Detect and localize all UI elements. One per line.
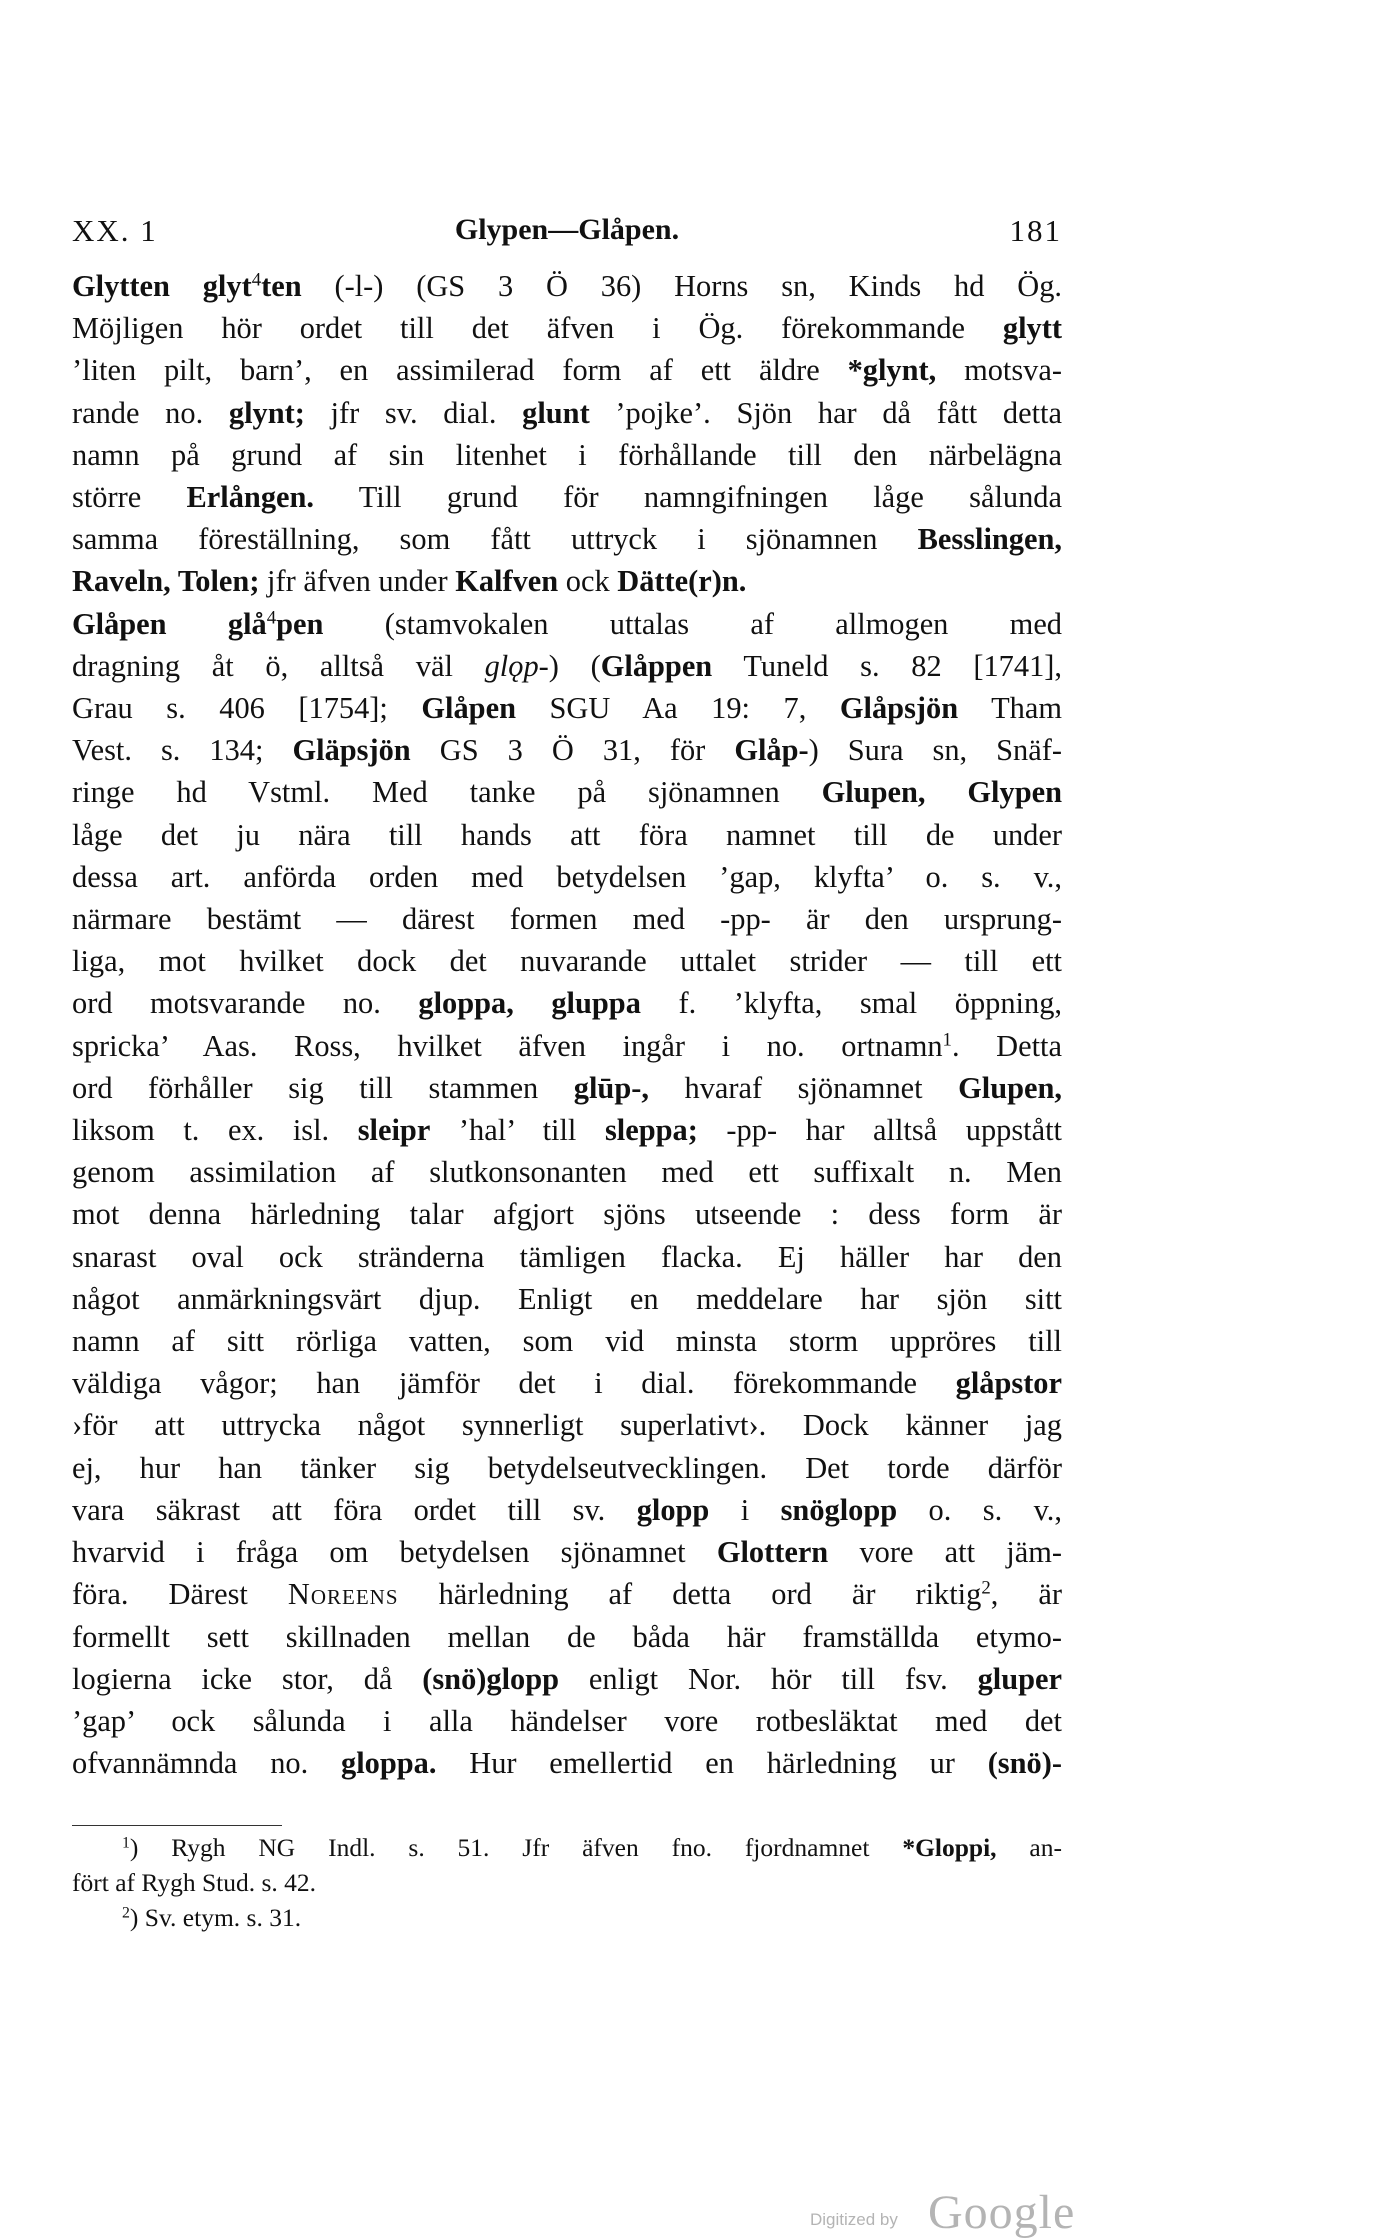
superscript: 1 xyxy=(942,1029,952,1051)
headword: sleipr xyxy=(357,1113,431,1148)
text-line xyxy=(72,434,1062,476)
headword: glyt xyxy=(202,269,252,303)
headword: gloppa. xyxy=(341,1746,437,1781)
text-run: namn af sitt rörliga vatten, som vid minsta storm uppröres till xyxy=(72,1324,1062,1359)
text-run: ’hal’ till xyxy=(430,1113,605,1148)
text-run: låge det ju nära till hands att föra namnet till de under xyxy=(72,817,1062,852)
headword: Dätte(r)n. xyxy=(617,564,747,599)
text-run: Grau s. 406 [1754]; xyxy=(72,691,422,726)
headword: Erlången. xyxy=(186,480,315,515)
text-run: ord förhåller sig till stammen xyxy=(72,1070,574,1105)
text-line xyxy=(72,814,1062,856)
text-line xyxy=(72,1447,1062,1489)
text-line xyxy=(72,1236,1062,1278)
text-line xyxy=(72,1025,1062,1067)
headword: pen xyxy=(276,606,324,641)
headword: gluper xyxy=(977,1661,1062,1696)
running-title: Glypen—Glåpen. xyxy=(454,213,680,246)
digitized-watermark xyxy=(810,2186,1100,2239)
text-run: -pp- har alltså uppstått xyxy=(697,1113,1062,1148)
text-run: Tuneld s. 82 [1741], xyxy=(712,648,1062,683)
headword: glynt; xyxy=(228,395,305,430)
text-line xyxy=(72,1278,1062,1320)
text-run: glǫp- xyxy=(484,648,549,683)
footnote-line xyxy=(72,1865,1062,1900)
headword: *glynt, xyxy=(847,353,937,388)
superscript: 4 xyxy=(266,607,277,629)
headword: snöglopp xyxy=(780,1492,898,1527)
text-run: , är xyxy=(990,1577,1062,1612)
section-number: XX. 1 xyxy=(72,213,158,248)
text-run: Noreens xyxy=(287,1577,399,1612)
text-line xyxy=(72,1742,1062,1784)
text-run: . Detta xyxy=(951,1028,1062,1063)
headword: Glupen, Glypen xyxy=(821,775,1062,810)
headword: Gläpsjön xyxy=(292,733,411,768)
headword: *Gloppi, xyxy=(902,1833,997,1862)
text-run: ’pojke’. Sjön har då fått detta xyxy=(589,395,1062,430)
text-run: i xyxy=(709,1492,781,1527)
text-run: Tham xyxy=(958,691,1063,726)
headword: glåpstor xyxy=(955,1366,1062,1401)
text-run: föra. Därest xyxy=(72,1577,288,1612)
headword: Besslingen, xyxy=(917,522,1062,557)
superscript: 2 xyxy=(122,1904,130,1922)
headword: gloppa, gluppa xyxy=(418,986,641,1021)
text-run: snarast oval ock stränderna tämligen flacka. Ej häller har den xyxy=(72,1239,1062,1274)
headword: sleppa; xyxy=(604,1113,698,1148)
headword: Glupen, xyxy=(958,1070,1062,1105)
superscript: 1 xyxy=(122,1834,130,1852)
headword: Glåpsjön xyxy=(839,691,959,726)
text-run: formellt sett skillnaden mellan de båda här framställda etymo- xyxy=(72,1619,1062,1654)
text-run: ) ( xyxy=(548,648,601,683)
text-run: ) Sv. etym. s. 31. xyxy=(129,1903,302,1932)
headword: Glåpen xyxy=(421,691,516,726)
google-logo: Google xyxy=(928,2186,1076,2239)
text-run: ock xyxy=(558,564,618,599)
text-line xyxy=(72,1489,1062,1531)
headword: Glytten xyxy=(72,269,203,303)
text-line xyxy=(72,729,1062,771)
text-run: spricka’ Aas. Ross, hvilket äfven ingår i no. ortnamn xyxy=(72,1028,943,1063)
text-line xyxy=(72,898,1062,940)
text-run: logierna icke stor, då xyxy=(72,1661,423,1696)
text-run: mot denna härledning talar afgjort sjöns utseende : dess form är xyxy=(72,1197,1062,1232)
text-line xyxy=(72,645,1062,687)
text-line xyxy=(72,1320,1062,1362)
text-run: Möjligen hör ordet till det äfven i Ög. förekommande xyxy=(72,311,1003,346)
text-run: SGU Aa 19: 7, xyxy=(515,691,840,726)
text-run: an- xyxy=(996,1833,1062,1862)
text-line xyxy=(72,560,1062,602)
text-run: väldiga vågor; han jämför det i dial. förekommande xyxy=(72,1366,956,1401)
text-run: ej, hur han tänker sig betydelseutvecklingen. Det torde därför xyxy=(72,1450,1062,1485)
text-line xyxy=(72,265,1062,307)
headword: ten xyxy=(261,269,302,303)
text-run: (-l-) (GS 3 Ö 36) Horns sn, Kinds hd Ög. xyxy=(301,269,1062,303)
running-header xyxy=(72,213,1062,253)
text-run: genom assimilation af slutkonsonanten med ett suffixalt n. Men xyxy=(72,1155,1062,1190)
headword: Raveln, Tolen; xyxy=(72,564,260,599)
superscript: 4 xyxy=(251,269,262,291)
text-run: ’gap’ ock sålunda i alla händelser vore rotbesläktat med det xyxy=(72,1703,1062,1738)
footnote-line xyxy=(72,1830,1062,1865)
superscript: 2 xyxy=(981,1577,991,1599)
text-run: Vest. s. 134; xyxy=(72,733,293,768)
text-line xyxy=(72,1067,1062,1109)
text-run: GS 3 Ö 31, för xyxy=(410,733,735,768)
text-run: något anmärkningsvärt djup. Enligt en meddelare har sjön sitt xyxy=(72,1281,1062,1316)
text-run: Hur emellertid en härledning ur xyxy=(436,1746,988,1781)
headword: glytt xyxy=(1002,311,1062,346)
text-run: motsva- xyxy=(936,353,1062,388)
headword: glopp xyxy=(636,1492,710,1527)
watermark-small-text: Digitized by xyxy=(810,2210,898,2229)
text-line xyxy=(72,1109,1062,1151)
headword: (snö)glopp xyxy=(422,1661,560,1696)
headword: Glåp- xyxy=(734,733,809,768)
text-line xyxy=(72,1616,1062,1658)
text-line xyxy=(72,1658,1062,1700)
text-line xyxy=(72,1404,1062,1446)
text-line xyxy=(72,687,1062,729)
text-run: namn på grund af sin litenhet i förhållande till den närbelägna xyxy=(72,437,1062,472)
text-run: närmare bestämt — därest formen med -pp- är den ursprung- xyxy=(72,902,1062,937)
page-number: 181 xyxy=(1009,213,1062,248)
text-run: vore att jäm- xyxy=(828,1535,1062,1570)
text-run: f. ’klyfta, smal öppning, xyxy=(640,986,1062,1021)
text-line xyxy=(72,856,1062,898)
footnotes xyxy=(72,1830,1062,1935)
text-run: dessa art. anförda orden med betydelsen ’gap, klyfta’ o. s. v., xyxy=(72,859,1062,894)
text-run: Till grund för namngifningen låge sålunda xyxy=(314,480,1062,515)
text-line xyxy=(72,307,1062,349)
text-run: hvarvid i fråga om betydelsen sjönamnet xyxy=(72,1535,717,1570)
text-run: ’liten pilt, barn’, en assimilerad form af ett äldre xyxy=(72,353,848,388)
text-run: enligt Nor. hör till fsv. xyxy=(559,1661,978,1696)
text-line xyxy=(72,1531,1062,1573)
text-line xyxy=(72,476,1062,518)
headword: Glottern xyxy=(716,1535,829,1570)
text-line xyxy=(72,349,1062,391)
text-run: ord motsvarande no. xyxy=(72,986,419,1021)
text-line xyxy=(72,392,1062,434)
text-run: ›för att uttrycka något synnerligt superlativt›. Dock känner jag xyxy=(72,1408,1062,1443)
text-run: större xyxy=(72,480,187,515)
text-line xyxy=(72,603,1062,645)
text-line xyxy=(72,1573,1062,1615)
text-run: härledning af detta ord är riktig xyxy=(398,1577,982,1612)
text-run: liksom t. ex. isl. xyxy=(72,1113,358,1148)
text-line xyxy=(72,771,1062,813)
text-run: dragning åt ö, alltså väl xyxy=(72,648,485,683)
text-run: rande no. xyxy=(72,395,229,430)
text-run: ) Rygh NG Indl. s. 51. Jfr äfven fno. fjordnamnet xyxy=(129,1833,903,1862)
text-run: jfr äfven under xyxy=(259,564,456,599)
text-line xyxy=(72,1193,1062,1235)
headword: Glåpen xyxy=(72,606,228,641)
text-line xyxy=(72,518,1062,560)
headword: (snö)- xyxy=(987,1746,1062,1781)
text-line xyxy=(72,1151,1062,1193)
text-run: liga, mot hvilket dock det nuvarande uttalet strider — till ett xyxy=(72,944,1062,979)
headword: glå xyxy=(227,606,267,641)
text-line xyxy=(72,940,1062,982)
headword: Glåppen xyxy=(600,648,713,683)
text-run: samma föreställning, som fått uttryck i sjönamnen xyxy=(72,522,918,557)
text-run: (stamvokalen uttalas af allmogen med xyxy=(323,606,1063,641)
headword: Kalfven xyxy=(455,564,559,599)
footnote-rule xyxy=(72,1825,282,1826)
text-run: ) Sura sn, Snäf- xyxy=(808,733,1062,768)
text-run: ofvannämnda no. xyxy=(72,1746,341,1781)
text-run: jfr sv. dial. xyxy=(304,395,523,430)
footnote-line xyxy=(72,1900,1062,1935)
main-text xyxy=(72,265,1062,1784)
text-run: vara säkrast att föra ordet till sv. xyxy=(72,1492,637,1527)
text-run: ringe hd Vstml. Med tanke på sjönamnen xyxy=(72,775,822,810)
text-line xyxy=(72,1700,1062,1742)
text-run: hvaraf sjönamnet xyxy=(648,1070,959,1105)
headword: glunt xyxy=(522,395,590,430)
text-line xyxy=(72,1362,1062,1404)
text-line xyxy=(72,982,1062,1024)
headword: glūp-, xyxy=(573,1070,649,1105)
text-run: fört af Rygh Stud. s. 42. xyxy=(72,1868,317,1897)
text-run: o. s. v., xyxy=(897,1492,1063,1527)
